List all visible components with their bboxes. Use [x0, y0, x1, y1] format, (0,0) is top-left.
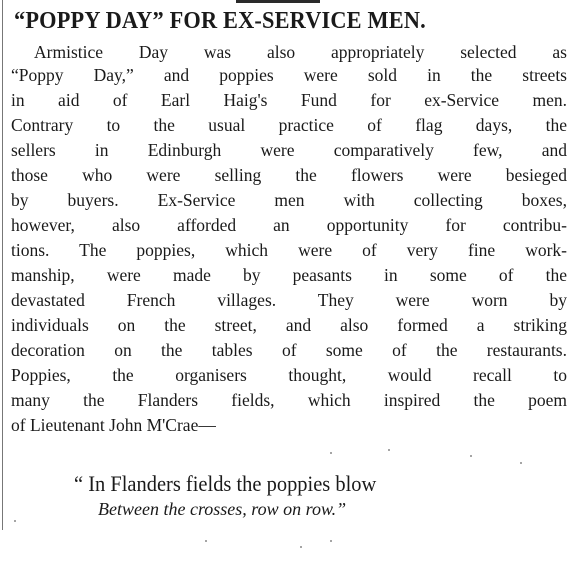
body-line: decoration on the tables of some of the restaurants.: [11, 340, 567, 360]
body-line: individuals on the street, and also formed a striking: [11, 315, 567, 335]
poem-line-2: Between the crosses, row on row.”: [98, 499, 347, 519]
body-line: in aid of Earl Haig's Fund for ex-Service men.: [11, 90, 567, 110]
top-rule: [236, 0, 320, 3]
body-line: however, also afforded an opportunity for contribu-: [11, 215, 567, 235]
body-line: devastated French villages. They were worn by: [11, 290, 567, 310]
body-line: tions. The poppies, which were of very fine work-: [11, 240, 567, 260]
poem-line-1: “ In Flanders fields the poppies blow: [74, 471, 377, 496]
body-line: by buyers. Ex-Service men with collecting boxes,: [11, 190, 567, 210]
body-line: many the Flanders fields, which inspired the poem: [11, 390, 567, 410]
body-line: Poppies, the organisers thought, would recall to: [11, 365, 567, 385]
body-line: “Poppy Day,” and poppies were sold in the streets: [11, 65, 567, 85]
body-line: sellers in Edinburgh were comparatively few, and: [11, 140, 567, 160]
body-line: Contrary to the usual practice of flag days, the: [11, 115, 567, 135]
body-line: manship, were made by peasants in some of the: [11, 265, 567, 285]
column-border: [2, 0, 3, 530]
article-headline: “POPPY DAY” FOR EX-SERVICE MEN.: [14, 8, 426, 34]
body-line: Armistice Day was also appropriately selected as: [34, 42, 567, 62]
body-line: those who were selling the flowers were besieged: [11, 165, 567, 185]
body-line: of Lieutenant John M'Crae—: [11, 415, 216, 435]
